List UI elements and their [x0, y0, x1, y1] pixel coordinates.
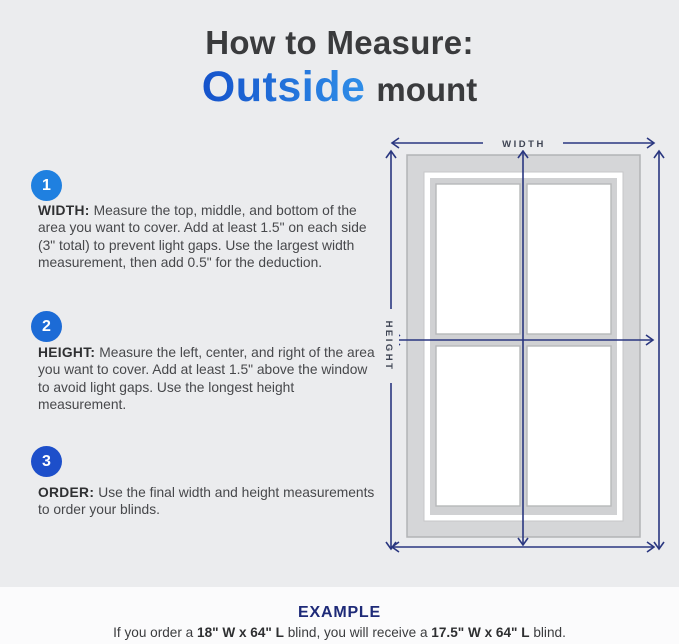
title-line1: How to Measure:: [205, 24, 474, 61]
title-suffix: mount: [376, 70, 478, 108]
step-3-label: ORDER:: [38, 485, 95, 500]
step-2-number: 2: [42, 317, 51, 335]
example-prefix: If you order a: [113, 625, 198, 640]
example-receive-size: 17.5" W x 64" L: [431, 625, 530, 640]
step-3-body: Use the final width and height measurements to order your blinds.: [38, 485, 375, 518]
example-heading: EXAMPLE: [298, 604, 381, 621]
width-label: WIDTH: [502, 139, 546, 150]
example-band: [0, 587, 679, 644]
example-order-size: 18" W x 64" L: [197, 625, 284, 640]
step-1-label: WIDTH:: [38, 203, 90, 218]
example-text: [0, 625, 679, 640]
title-highlight: Outside: [201, 62, 366, 111]
step-2-body: Measure the left, center, and right of the area you want to cover. Add at least 1.5" above the window to avoid light gaps. Use the longest height measurement.: [38, 345, 375, 412]
step-1-body: Measure the top, middle, and bottom of the area you want to cover. Add at least 1.5" on each side (3" total) to prevent light gaps. Use the largest width measurement, then add 0.5" for the deduction.: [38, 203, 367, 270]
example-suffix: blind.: [529, 625, 566, 640]
window-pane-bottom-right: [527, 346, 611, 506]
step-2-label: HEIGHT:: [38, 345, 96, 360]
example-middle: blind, you will receive a: [283, 625, 432, 640]
window-pane-top-left: [436, 184, 520, 334]
step-3-number: 3: [42, 452, 51, 470]
window-pane-bottom-left: [436, 346, 520, 506]
step-1-number: 1: [42, 176, 51, 194]
height-label: HEIGHT: [383, 320, 394, 372]
window-pane-top-right: [527, 184, 611, 334]
